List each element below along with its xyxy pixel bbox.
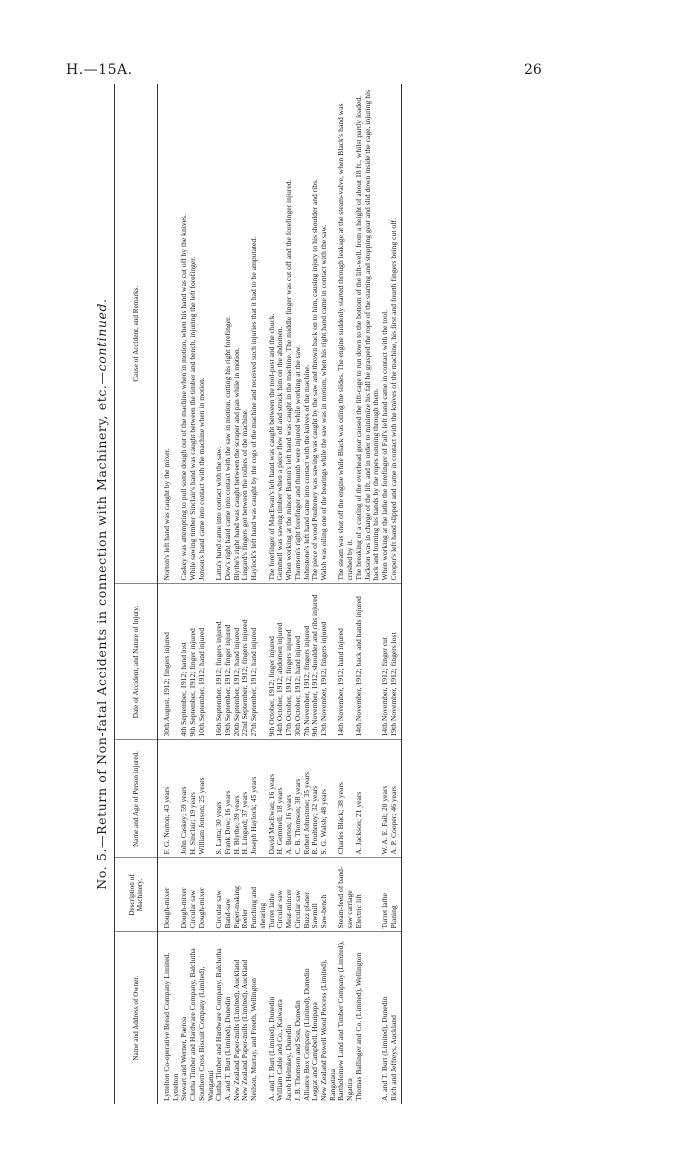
cell-owner: A. and T. Burt (Limited), Dunedin	[223, 996, 233, 1101]
cell-person: H. Gemmell; 18 years	[276, 740, 285, 858]
cell-cause: While sawing timber Sinclair's hand was caught between the timber and bench, injuring the left forefinger.	[189, 84, 198, 584]
cell-machinery: Planing	[390, 858, 402, 932]
cell-machinery: Meat-mincer	[285, 858, 294, 932]
cell-owner: Stewart and Werner, Paeroa	[179, 1016, 189, 1101]
cell-owner: William Cable and Co., Kaiwarra	[275, 999, 285, 1101]
cell-cause: Thomson's right forefinger and thumb were injured while working at the saw.	[294, 84, 303, 584]
cell-date: 16th September, 1912; fingers injured	[215, 584, 224, 740]
cell-owner: J. B. Thomson and Son, Dunedin	[292, 1000, 302, 1101]
cell-date: 19th September, 1912; finger injured	[224, 584, 233, 740]
table-row	[198, 84, 215, 1104]
cell-date: 14th November, 1912; finger cut	[381, 584, 390, 740]
header-person: Name and Age of Person injured.	[115, 740, 158, 858]
cell-date: 14th October, 1912; abdomen injured	[276, 584, 285, 740]
cell-owner: New Zealand Paper-mills (Limited), Auckland	[240, 959, 250, 1101]
page-number: 26	[524, 62, 542, 78]
cell-date: 14th November, 1912; hand injured	[337, 584, 354, 740]
cell-machinery: Dough-mixer	[158, 858, 181, 932]
cell-date: 14th November, 1912; back and hands injured	[355, 584, 381, 740]
cell-machinery: Saw-bench	[320, 858, 337, 932]
cell-cause: Jonson's hand came into contact with the machine when in motion.	[198, 84, 215, 584]
table-row	[189, 84, 198, 1104]
cell-date: 9th October, 1912; finger injured	[268, 584, 277, 740]
cell-date: 20th September, 1912; hand injured	[233, 584, 242, 740]
cell-machinery: Buzz planer	[303, 858, 312, 932]
table-row	[294, 84, 303, 1104]
table-title-continued: continued.	[94, 298, 109, 372]
cell-cause: Dow's right hand came into contact with the saw in motion, cutting his right forefinger.	[224, 84, 233, 584]
cell-date: 27th September, 1912; hand injured	[250, 584, 267, 740]
cell-date: 17th October, 1912; fingers injured	[285, 584, 294, 740]
cell-cause: The piece of wood Poulteney was sawing was caught by the saw and thrown back on to him, causing injury to his shoulder and ribs.	[311, 84, 320, 584]
cell-cause: The breaking of a casting of the overhead gear caused the lift-cage to run down to the bottom of the lift-well, from a height of about 18 ft., whilst partly loaded. Jackson was in charge of the lift, and in order to minimize his fall he grasped the rope of the starting and stopping gear and slid down inside the cage, injuring his back and burning his hands by the ropes running through them.	[355, 84, 381, 584]
cell-cause: Walsh was oiling one of the bearings while the saw was in motion, when his right hand came in contact with the saw.	[320, 84, 337, 584]
cell-machinery: Electric lift	[355, 858, 381, 932]
cell-machinery: Turret lathe	[381, 858, 390, 932]
table-row	[337, 84, 354, 1104]
table-row	[224, 84, 233, 1104]
cell-person: R. Poulteney; 32 years	[311, 740, 320, 858]
page-header-code: H.—15A.	[66, 62, 133, 78]
cell-machinery: Turret lathe	[268, 858, 277, 932]
cell-person: W. A. E. Fail; 20 years	[381, 740, 390, 858]
table-row	[233, 84, 242, 1104]
cell-owner: New Zealand Powell Wood Process (Limited), Rangataua	[318, 959, 337, 1101]
cell-date: 22nd September, 1912; fingers injured	[241, 584, 250, 740]
cell-owner: Clutha Timber and Hardware Company, Balclutha	[188, 948, 198, 1101]
table-row	[320, 84, 337, 1104]
cell-cause: Caskey was attempting to pull some dough out of the machine when in motion, when his hand was cut off by the knives.	[180, 84, 189, 584]
cell-owner: Rich and Jeffreys, Auckland	[390, 932, 402, 1104]
cell-owner: Leggat and Campbell, Houipapa	[310, 1002, 320, 1101]
cell-cause: The forefinger of MacEwan's left hand was caught between the tool-post and the chuck.	[268, 84, 277, 584]
cell-person: A. P. Cooper; 46 years	[390, 740, 402, 858]
cell-date: 13th November, 1912; fingers injured	[320, 584, 337, 740]
table-title-text: No. 5.—Return of Non-fatal Accidents in connection with Machinery, etc.—	[94, 371, 109, 890]
table-header-row	[115, 84, 158, 1104]
cell-owner: A. and T. Burt (Limited), Dunedin	[379, 996, 389, 1101]
cell-machinery: Circular saw	[294, 858, 303, 932]
cell-machinery: Circular saw	[276, 858, 285, 932]
cell-cause: Norton's left hand was caught by the mixer.	[158, 84, 181, 584]
cell-date: 4th September, 1912; hand lost	[180, 584, 189, 740]
cell-cause: Gemmell was sawing timber when a piece flew off and struck him on the abdomen.	[276, 84, 285, 584]
cell-machinery: Dough-mixer	[180, 858, 189, 932]
cell-machinery: Band-saw	[224, 858, 233, 932]
cell-cause: When working at the lathe the forefinger of Fail's left hand came in contact with the tool.	[381, 84, 390, 584]
table-row	[390, 84, 402, 1104]
cell-person: S. G. Walsh; 48 years	[320, 740, 337, 858]
cell-date: 19th November, 1912; fingers lost	[390, 584, 402, 740]
cell-person: H. Lingard; 37 years	[241, 740, 250, 858]
cell-machinery: Circular saw	[215, 858, 224, 932]
cell-person: C. B. Thomson; 38 years	[294, 740, 303, 858]
cell-owner: New Zealand Paper-mills (Limited), Auckland	[231, 959, 241, 1101]
cell-date: 30th August, 1912; fingers injured	[158, 584, 181, 740]
cell-date: 9th November, 1912; shoulder and ribs injured	[311, 584, 320, 740]
cell-person: Charles Black; 38 years	[337, 740, 354, 858]
cell-date: 10th September, 1912; hand injured	[198, 584, 215, 740]
cell-machinery: Dough-mixer	[198, 858, 215, 932]
table-row	[268, 84, 277, 1104]
cell-owner: Alliance Box Company (Limited), Dunedin	[301, 968, 311, 1101]
cell-person: F. G. Norton; 43 years	[158, 740, 181, 858]
table-row	[250, 84, 267, 1104]
header-owner: Name and Address of Owner.	[115, 932, 158, 1104]
cell-machinery: Punching and shearing	[250, 858, 267, 932]
cell-cause: The steam was shut off the engine while Black was oiling the slides. The engine suddenly started through leakage at the steam-valve, when Black's hand was crushed by it.	[337, 84, 354, 584]
cell-person: Robert Johnstone; 35 years	[303, 740, 312, 858]
cell-cause: Johnstone's left hand came into contact with the knives of the machine.	[303, 84, 312, 584]
cell-machinery: Steam-feed of band-saw carriage	[337, 858, 354, 932]
table-row	[158, 84, 181, 1104]
cell-machinery: Circular saw	[189, 858, 198, 932]
cell-owner: Jacob Helmkey, Dunedin	[284, 1024, 294, 1101]
header-machinery: Description of Machinery.	[115, 858, 158, 932]
cell-person: H. Sinclair; 19 years	[189, 740, 198, 858]
header-cause: Cause of Accident, and Remarks.	[115, 84, 158, 584]
cell-cause: When working at the mincer Burton's left hand was caught in the machine. The middle finger was cut off and the forefinger injured.	[285, 84, 294, 584]
table-row	[215, 84, 224, 1104]
cell-date: 7th November, 1912; fingers injured	[303, 584, 312, 740]
cell-date: 30th October, 1912; hand injured	[294, 584, 303, 740]
cell-owner: A. and T. Burt (Limited), Dunedin	[266, 996, 276, 1101]
rotated-table-block	[92, 84, 647, 1104]
table-title	[94, 84, 109, 1104]
cell-owner: Clutha Timber and Hardware Company, Balclutha	[214, 948, 224, 1101]
cell-person: Joseph Haylock; 45 years	[250, 740, 267, 858]
cell-owner: Lyttelton Co-operative Bread Company Limited, Lyttelton	[162, 952, 180, 1101]
accidents-table	[114, 84, 402, 1104]
header-date: Date of Accident, and Nature of Injury.	[115, 584, 158, 740]
cell-person: H. Blythe; 39 years	[233, 740, 242, 858]
cell-cause: Lingard's fingers got between the rollers of the machine.	[241, 84, 250, 584]
cell-machinery: Reeler	[241, 858, 250, 932]
cell-person: William Jonson; 25 years	[198, 740, 215, 858]
cell-person: David MacEwan; 16 years	[268, 740, 277, 858]
table-row	[355, 84, 381, 1104]
cell-date: 9th September, 1912; finger injured	[189, 584, 198, 740]
table-row	[285, 84, 294, 1104]
cell-owner: Thomas Ballinger and Co. (Limited), Wellington	[353, 952, 363, 1101]
cell-cause: Blythe's right hand was caught between the scraper and pan while in motion.	[233, 84, 242, 584]
cell-person: S. Latta; 30 years	[215, 740, 224, 858]
cell-machinery: Sawmill	[311, 858, 320, 932]
cell-owner: Neilson, Murray, and Freeth, Wellington	[249, 978, 259, 1101]
cell-person: A. Burton; 16 years	[285, 740, 294, 858]
cell-person: John Caskey; 59 years	[180, 740, 189, 858]
cell-person: A. Jackson; 21 years	[355, 740, 381, 858]
cell-person: Frank Dow; 16 years	[224, 740, 233, 858]
cell-machinery: Paper-making	[233, 858, 242, 932]
cell-cause: Cooper's left hand slipped and came in contact with the knives of the machine, his first and fourth fingers being cut off.	[390, 84, 402, 584]
cell-owner: Bartholomew Land and Timber Company (Limited), Ngatira	[336, 941, 355, 1101]
cell-cause: Latta's hand came into contact with the saw.	[215, 84, 224, 584]
cell-cause: Haylock's left hand was caught by the cogs of the machine and received such injuries that it had to be amputated.	[250, 84, 267, 584]
table-body	[158, 84, 402, 1104]
cell-owner: Southern Cross Biscuit Company (Limited), Wanganui	[196, 966, 215, 1101]
